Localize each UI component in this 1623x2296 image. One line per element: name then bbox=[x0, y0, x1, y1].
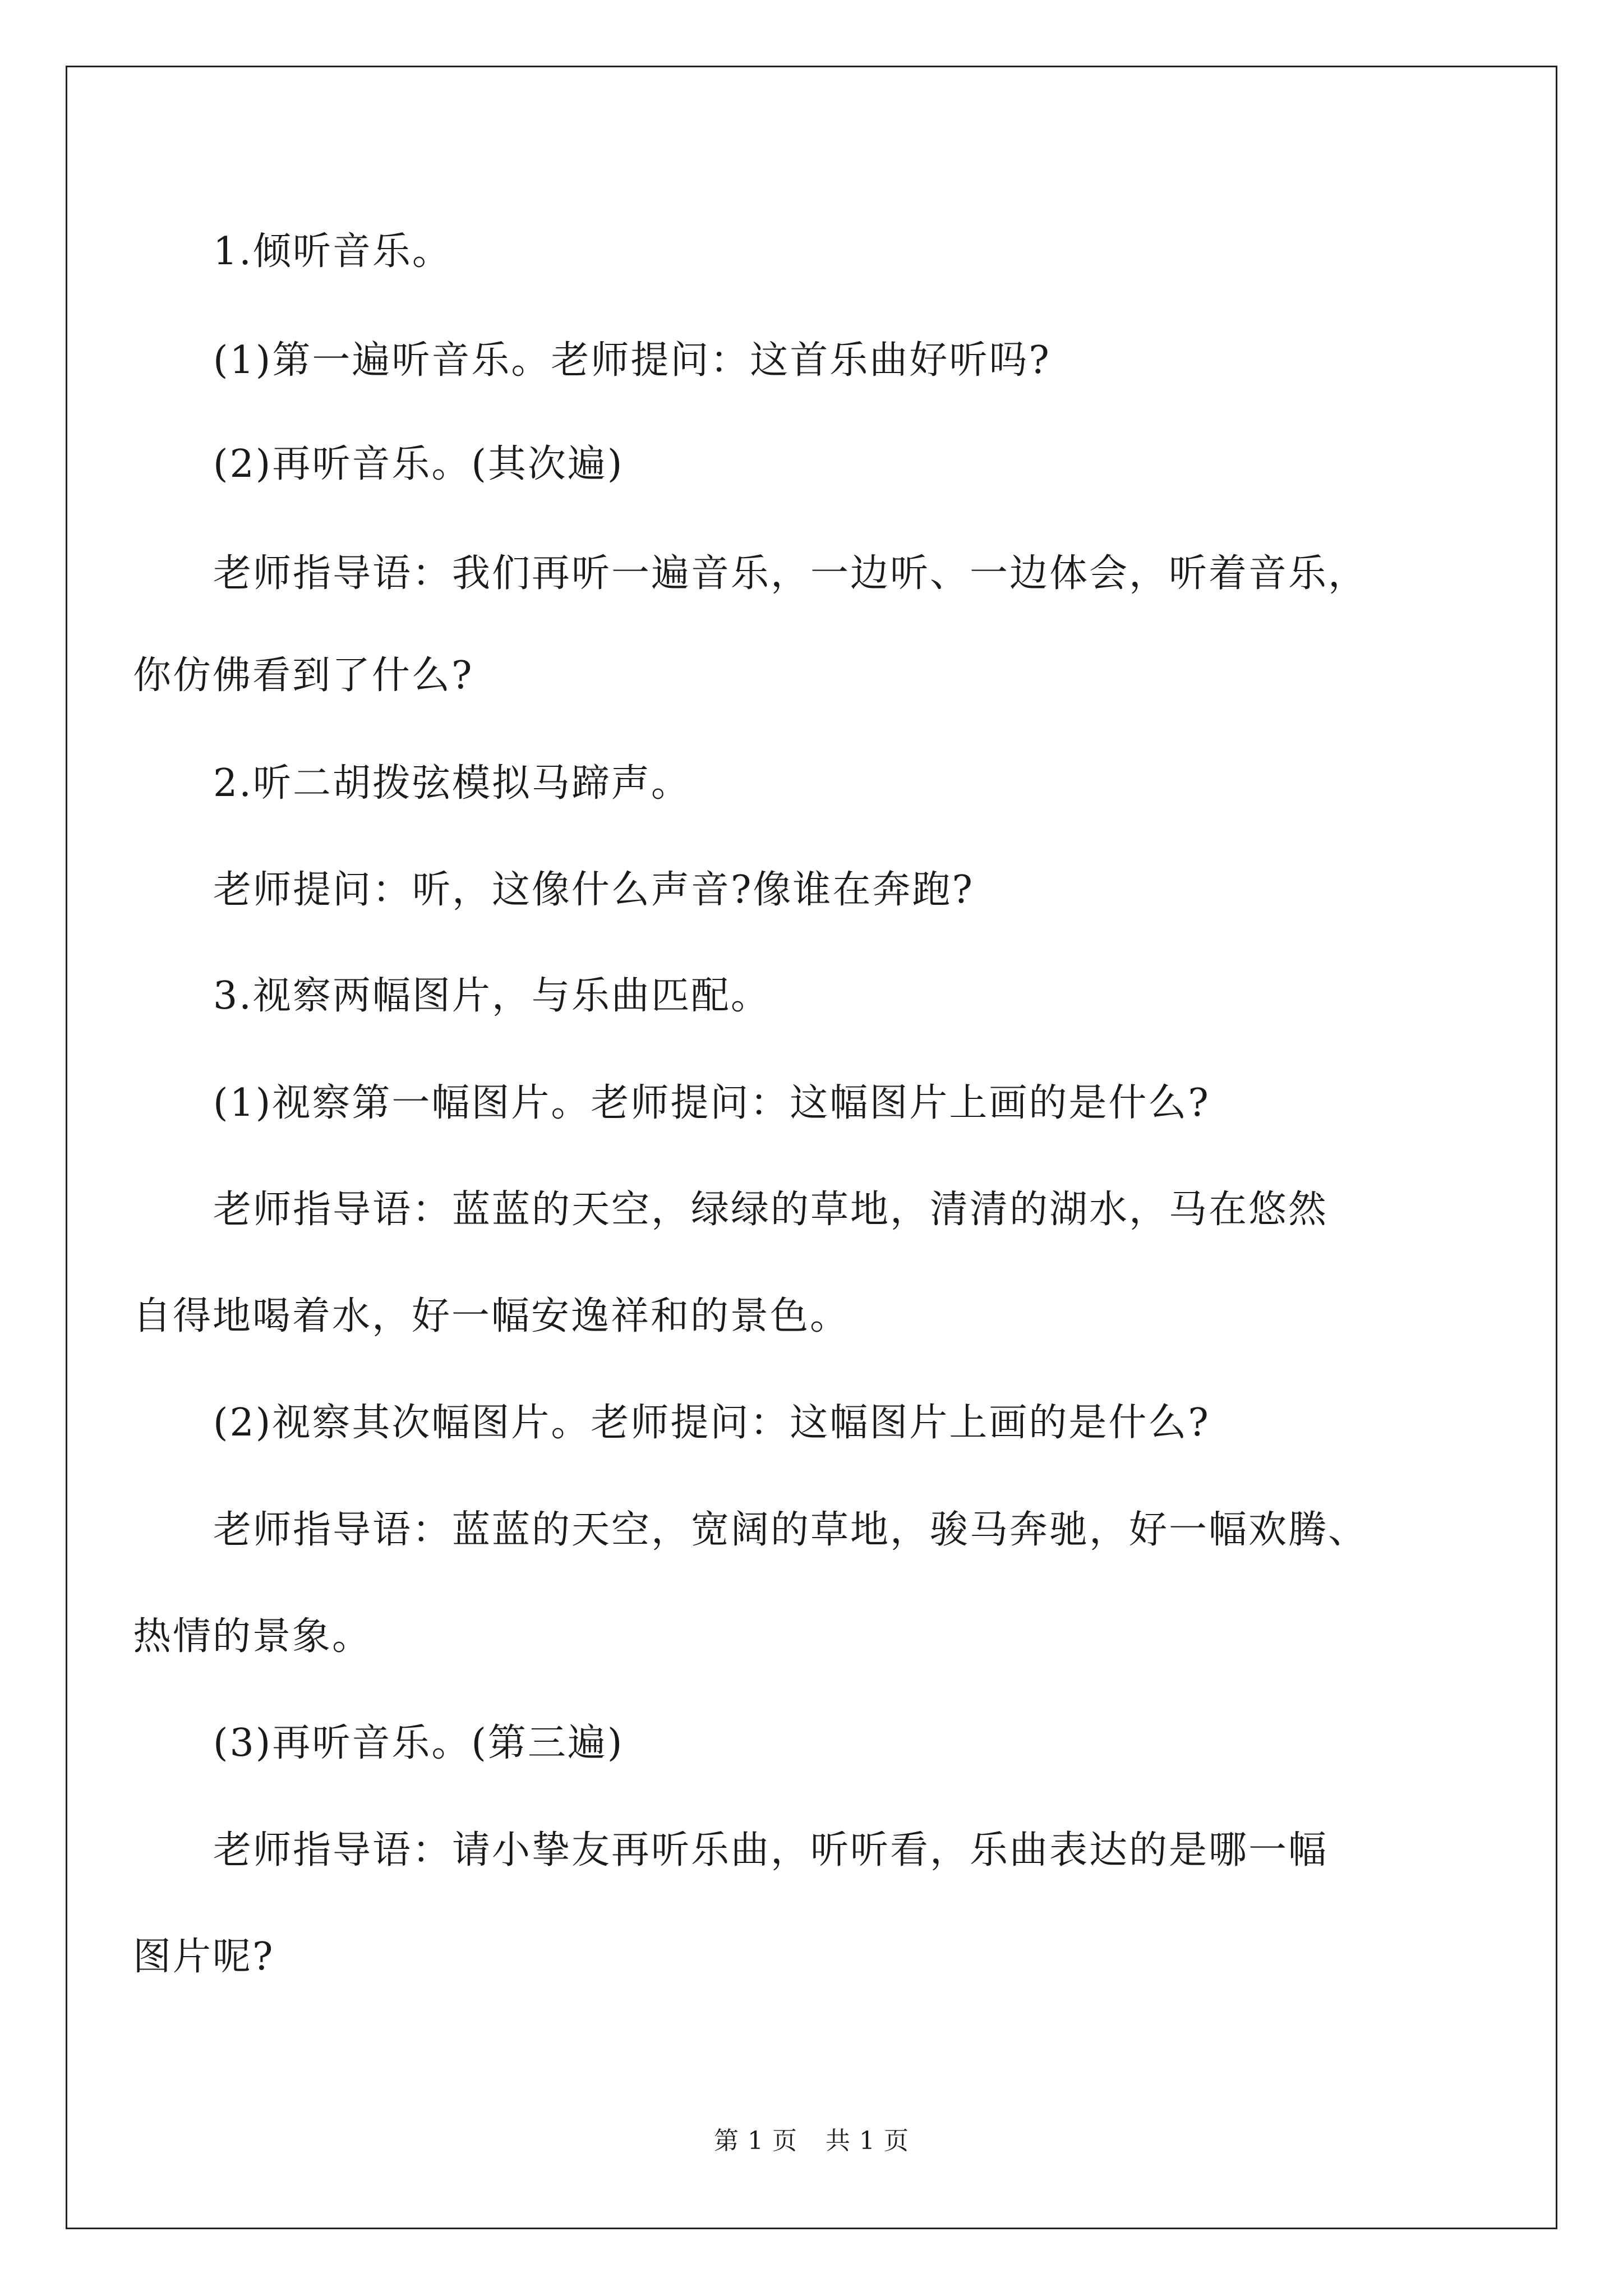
paragraph-line: 自得地喝着水，好一幅安逸祥和的景色。 bbox=[133, 1294, 850, 1338]
paragraph-line: 图片呢? bbox=[133, 1935, 275, 1979]
page-border bbox=[66, 66, 1557, 2229]
paragraph-line: 1.倾听音乐。 bbox=[213, 229, 452, 274]
paragraph-line: (2)再听音乐。(其次遍) bbox=[213, 442, 624, 486]
paragraph-line: (3)再听音乐。(第三遍) bbox=[213, 1721, 624, 1765]
paragraph-line: 2.听二胡拨弦模拟马蹄声。 bbox=[213, 761, 691, 806]
page-number: 第 1 页 bbox=[714, 2127, 797, 2155]
paragraph-line: 3.视察两幅图片，与乐曲匹配。 bbox=[213, 974, 771, 1018]
paragraph-line: 老师提问：听，这像什么声音?像谁在奔跑? bbox=[213, 868, 974, 912]
page-footer bbox=[0, 2124, 1623, 2158]
paragraph-line: 老师指导语：请小挚友再听乐曲，听听看，乐曲表达的是哪一幅 bbox=[213, 1828, 1329, 1872]
paragraph-line: (2)视察其次幅图片。老师提问：这幅图片上画的是什么? bbox=[213, 1401, 1210, 1445]
paragraph-line: 老师指导语：我们再听一遍音乐，一边听、一边体会，听着音乐， bbox=[213, 551, 1368, 596]
paragraph-line: 老师指导语：蓝蓝的天空，绿绿的草地，清清的湖水，马在悠然 bbox=[213, 1188, 1329, 1232]
paragraph-line: 热情的景象。 bbox=[133, 1614, 372, 1659]
paragraph-line: (1)第一遍听音乐。老师提问：这首乐曲好听吗? bbox=[213, 338, 1051, 383]
page-total: 共 1 页 bbox=[826, 2127, 909, 2155]
paragraph-line: 你仿佛看到了什么? bbox=[133, 654, 474, 698]
paragraph-line: (1)视察第一幅图片。老师提问：这幅图片上画的是什么? bbox=[213, 1081, 1210, 1125]
paragraph-line: 老师指导语：蓝蓝的天空，宽阔的草地，骏马奔驰，好一幅欢腾、 bbox=[213, 1508, 1368, 1552]
